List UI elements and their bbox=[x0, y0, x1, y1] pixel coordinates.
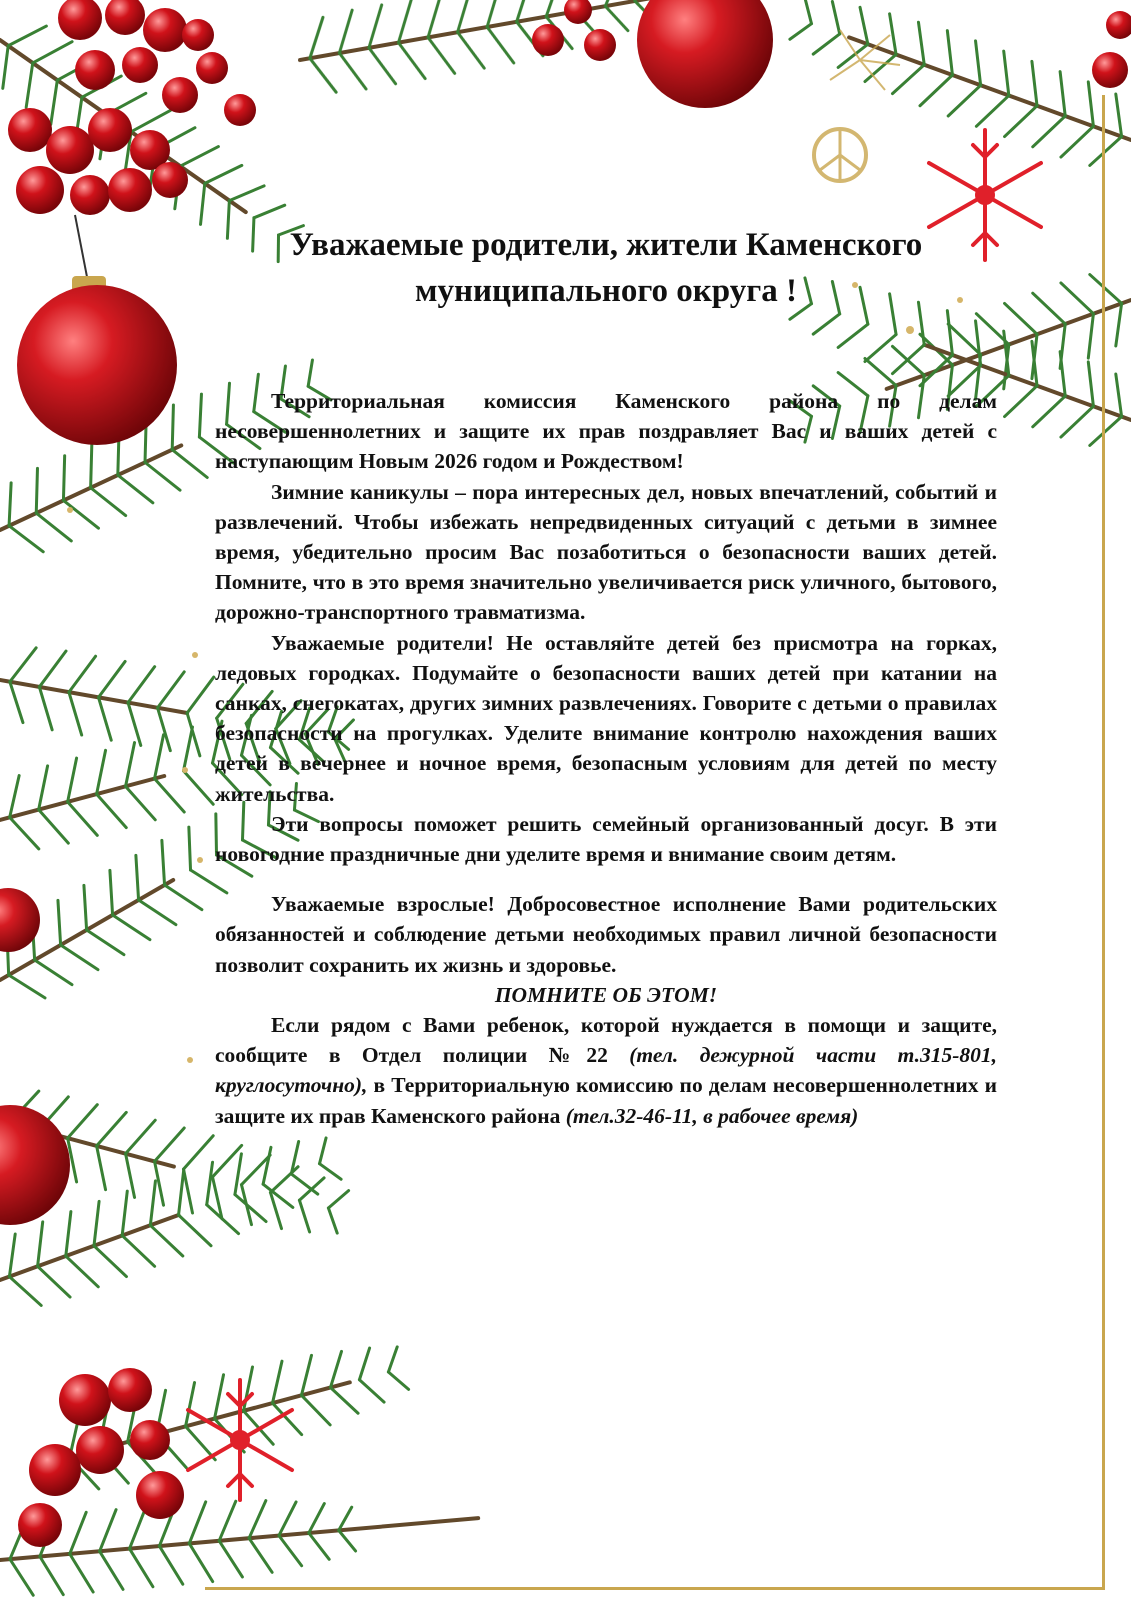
police-phone: (тел. дежурной части т.315-801, круглосуточно), bbox=[215, 1043, 997, 1098]
title-line-2: муниципального округа ! bbox=[415, 273, 797, 309]
commission-phone: (тел.32-46-11, в рабочее время) bbox=[565, 1103, 859, 1128]
paragraph-contacts bbox=[215, 1010, 997, 1131]
title-line-1: Уважаемые родители, жители Каменского bbox=[289, 227, 923, 263]
paragraph-adults: Уважаемые взрослые! Добросовестное исполнение Вами родительских обязанностей и соблюдение детьми необходимых правил личной безопасности позволит сохранить их жизнь и здоровье. bbox=[215, 892, 997, 977]
contacts-text-a: Если рядом с Вами ребенок, которой нуждается в помощи и защите, сообщите в Отдел полиции №22 bbox=[215, 1013, 997, 1068]
letter-body bbox=[215, 386, 997, 1131]
spacer bbox=[215, 869, 997, 889]
remember-heading: ПОМНИТЕ ОБ ЭТОМ! bbox=[494, 982, 718, 1007]
paragraph-winter-holidays: Зимние каникулы – пора интересных дел, новых впечатлений, событий и развлечений. Чтобы избежать непредвиденных ситуаций с детьми в зимнее время, убедительно просим Вас позаботиться о безопасности ваших детей. Помните, что в это время значительно увеличивается риск уличного, бытового, дорожно-транспортного травматизма. bbox=[215, 479, 997, 625]
paragraph-parents-advice: Уважаемые родители! Не оставляйте детей без присмотра на горках, ледовых городках. Подумайте о безопасности ваших детей при катании на санках, снегокатах, других зимних развлечениях. Говорите с детьми о правилах безопасности на прогулках. Уделите внимание контролю нахождения ваших детей в вечернее и ночное время, безопасным условиям для детей по месту жительства. bbox=[215, 630, 997, 806]
greeting-letter bbox=[215, 222, 997, 1131]
paragraph-greeting: Территориальная комиссия Каменского района по делам несовершеннолетних и защите их прав поздравляет Вас и ваших детей с наступающим Новым 2026 годом и Рождеством! bbox=[215, 389, 997, 474]
contacts-text-c: в Территориальную комиссию по делам несовершеннолетних и защите их прав Каменского района bbox=[215, 1073, 997, 1128]
page-title bbox=[215, 222, 997, 314]
paragraph-family-leisure: Эти вопросы поможет решить семейный организованный досуг. В эти новогодние праздничные дни уделите время и внимание своим детям. bbox=[215, 811, 997, 867]
